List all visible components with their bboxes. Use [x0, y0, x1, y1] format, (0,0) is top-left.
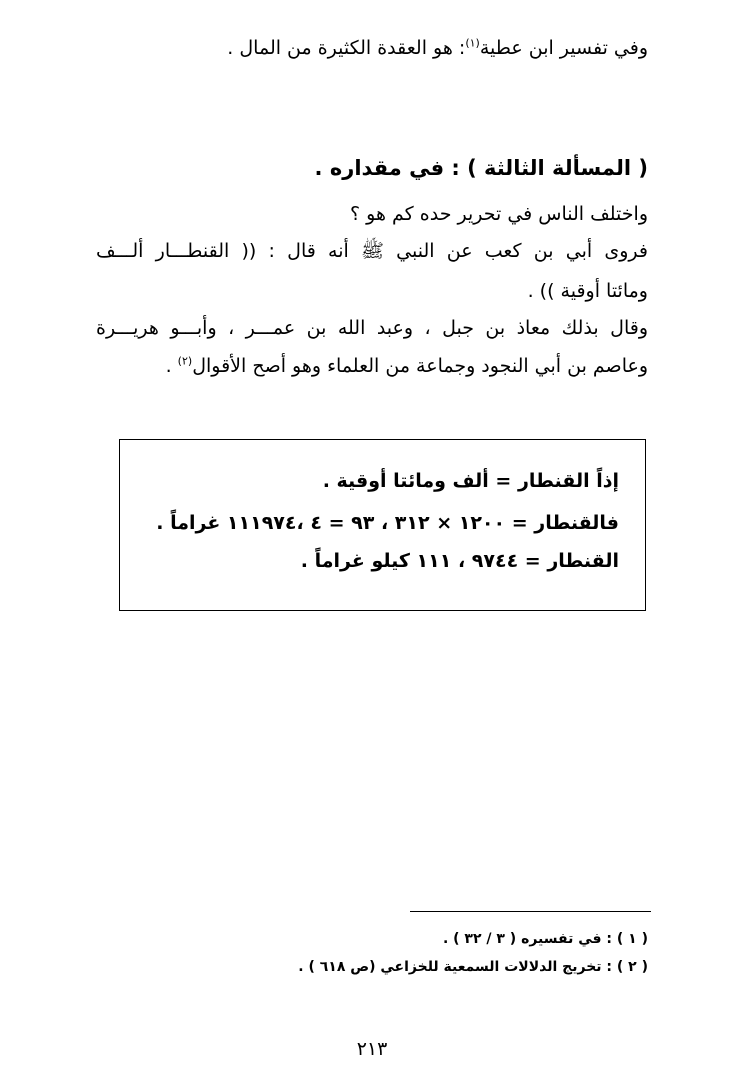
section-heading: ( المسألة الثالثة ) : في مقداره . [314, 156, 648, 180]
page-number: ٢١٣ [356, 1038, 388, 1060]
calculation-box [119, 439, 646, 611]
top-line [96, 33, 648, 63]
paragraph-2-line-1: فروى أبي بن كعب عن النبي ﷺ أنه قال : (( القنطـــار ألـــف [96, 240, 648, 262]
footnote-divider [410, 911, 651, 912]
paragraph-3-line-2-text: وعاصم بن أبي النجود وجماعة من العلماء وهو أصح الأقوال [192, 355, 648, 377]
box-line-3: القنطار = ٩٧٤٤ ، ١١١ كيلو غراماً . [300, 550, 619, 572]
footnote-2: ( ٢ ) : تخريج الدلالات السمعية للخزاعي (ص ٦١٨ ) . [298, 959, 648, 975]
top-line-rest: : هو العقدة الكثيرة من المال . [227, 37, 466, 59]
footnote-1: ( ١ ) : في تفسيره ( ٣ / ٣٢ ) . [442, 931, 648, 947]
box-line-2: فالقنطار = ١٢٠٠ × ٣١٢ ، ٩٣ = ٤ ،١١١٩٧٤ غراماً . [156, 512, 619, 534]
paragraph-2-line-2: ومائتا أوقية )) . [527, 280, 648, 302]
top-line-text: وفي تفسير ابن عطية [479, 37, 648, 59]
paragraph-3-end: . [165, 355, 178, 377]
paragraph-3-line-2 [96, 351, 648, 381]
footnote-ref-1: (١) [465, 36, 480, 50]
paragraph-1: واختلف الناس في تحرير حده كم هو ؟ [350, 203, 648, 225]
box-line-1: إذاً القنطار = ألف ومائتا أوقية . [322, 470, 619, 492]
footnote-ref-2: (٢) [177, 354, 193, 368]
paragraph-3-line-1: وقال بذلك معاذ بن جبل ، وعبد الله بن عمـــر ، وأبـــو هريـــرة [96, 317, 648, 339]
